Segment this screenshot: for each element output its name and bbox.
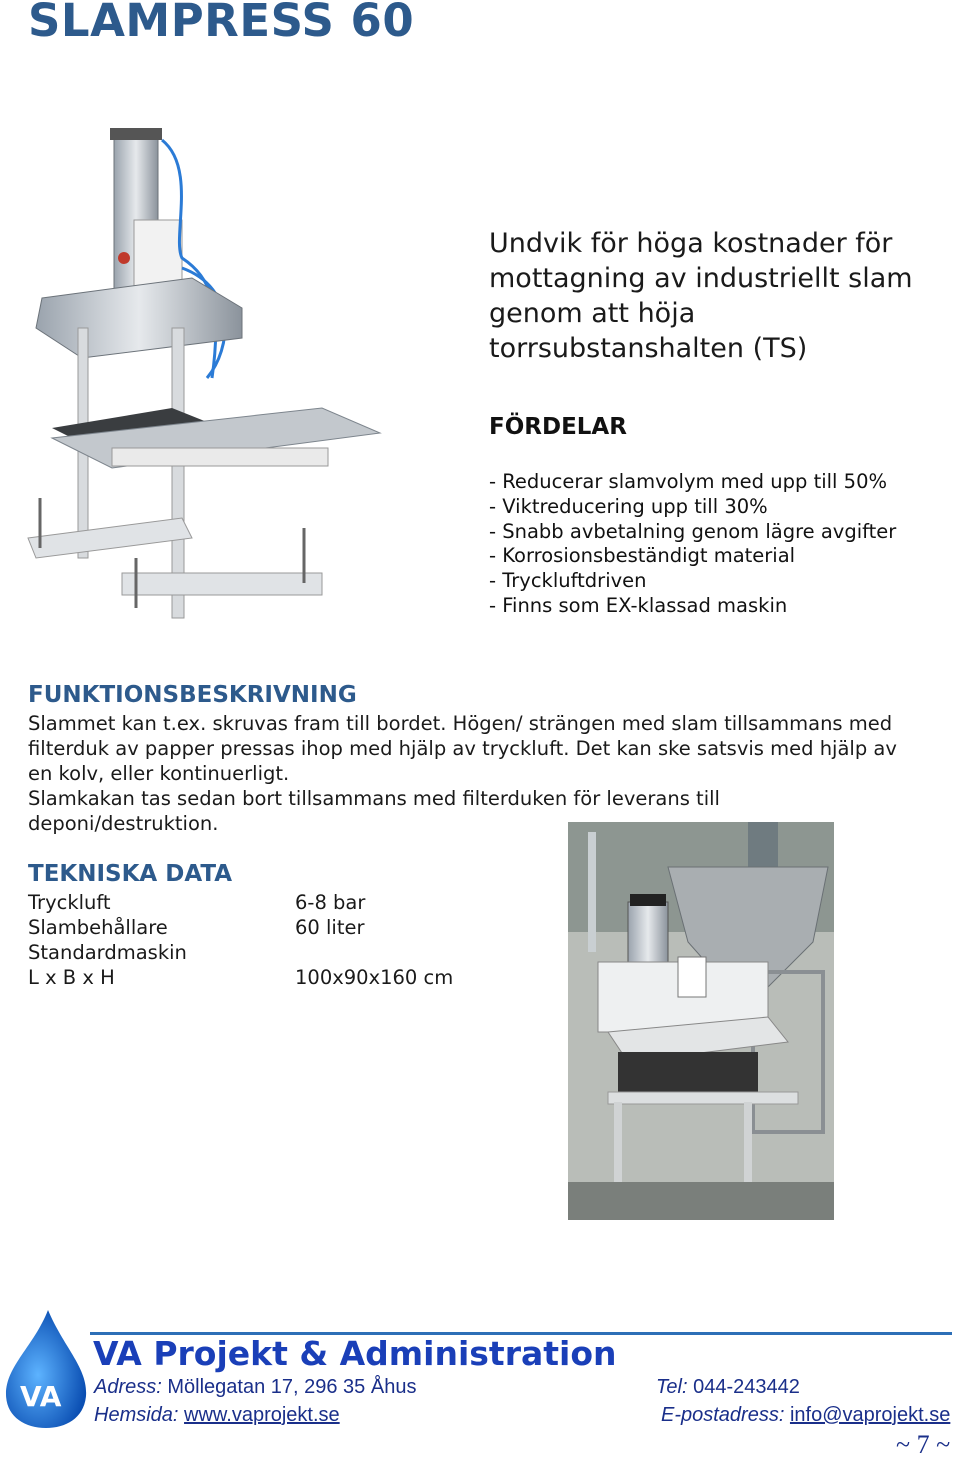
page-title: SLAMPRESS 60 xyxy=(28,0,415,47)
function-line: filterduk av papper pressas ihop med hjälp av tryckluft. Det kan ske satsvis med hjälp av xyxy=(28,737,897,760)
email xyxy=(661,1404,950,1427)
tagline xyxy=(489,226,949,366)
address xyxy=(94,1376,416,1399)
function-description xyxy=(28,711,958,836)
company-name: VA Projekt & Administration xyxy=(93,1334,617,1373)
advantage-item: - Tryckluftdriven xyxy=(489,569,647,593)
advantage-item: - Viktreducering upp till 30% xyxy=(489,494,768,518)
company-logo xyxy=(4,1308,88,1430)
tagline-line: genom att höja xyxy=(489,298,696,329)
tech-row xyxy=(28,915,453,940)
tagline-line: Undvik för höga kostnader för xyxy=(489,228,893,259)
tech-label: Tryckluft xyxy=(28,891,111,914)
tagline-line: torrsubstanshalten (TS) xyxy=(489,333,808,364)
slampress-product-photo xyxy=(22,128,386,628)
logo-text: VA xyxy=(20,1380,62,1413)
phone-label: Tel: xyxy=(656,1376,688,1398)
advantages-list xyxy=(489,470,896,619)
website-label: Hemsida: xyxy=(94,1404,179,1426)
phone-value: 044-243442 xyxy=(693,1376,800,1398)
advantage-item: - Snabb avbetalning genom lägre avgifter xyxy=(489,519,897,543)
function-line: deponi/destruktion. xyxy=(28,812,219,835)
tagline-line: mottagning av industriellt slam xyxy=(489,263,913,294)
function-line: Slamkakan tas sedan bort tillsammans med filterduken för leverans till xyxy=(28,787,720,810)
tech-label: Standardmaskin xyxy=(28,941,187,964)
page-number: ~ 7 ~ xyxy=(896,1430,951,1459)
email-label: E-postadress: xyxy=(661,1404,785,1426)
website xyxy=(94,1404,340,1427)
function-line: Slammet kan t.ex. skruvas fram till bordet. Högen/ strängen med slam tillsammans med xyxy=(28,712,893,735)
tech-row xyxy=(28,890,453,915)
tech-label: Slambehållare xyxy=(28,916,168,939)
advantage-item: - Reducerar slamvolym med upp till 50% xyxy=(489,470,888,493)
address-value: Möllegatan 17, 296 35 Åhus xyxy=(167,1376,417,1398)
tech-label: L x B x H xyxy=(28,966,115,989)
function-heading: FUNKTIONSBESKRIVNING xyxy=(28,682,357,708)
tech-value: 6-8 bar xyxy=(295,891,366,914)
tech-value: 100x90x160 cm xyxy=(295,966,454,989)
website-link[interactable]: www.vaprojekt.se xyxy=(184,1404,340,1426)
advantage-item: - Korrosionsbeständigt material xyxy=(489,544,796,568)
advantages-heading: FÖRDELAR xyxy=(489,414,627,440)
function-line: en kolv, eller kontinuerligt. xyxy=(28,762,290,785)
tech-row xyxy=(28,965,453,990)
advantage-item: - Finns som EX-klassad maskin xyxy=(489,593,788,617)
tech-value: 60 liter xyxy=(295,916,365,939)
tech-table xyxy=(28,890,453,990)
installation-photo xyxy=(568,822,834,1220)
tech-heading: TEKNISKA DATA xyxy=(28,861,233,887)
phone xyxy=(656,1376,800,1399)
tech-row xyxy=(28,940,453,965)
address-label: Adress: xyxy=(94,1376,162,1398)
email-link[interactable]: info@vaprojekt.se xyxy=(789,1404,951,1426)
